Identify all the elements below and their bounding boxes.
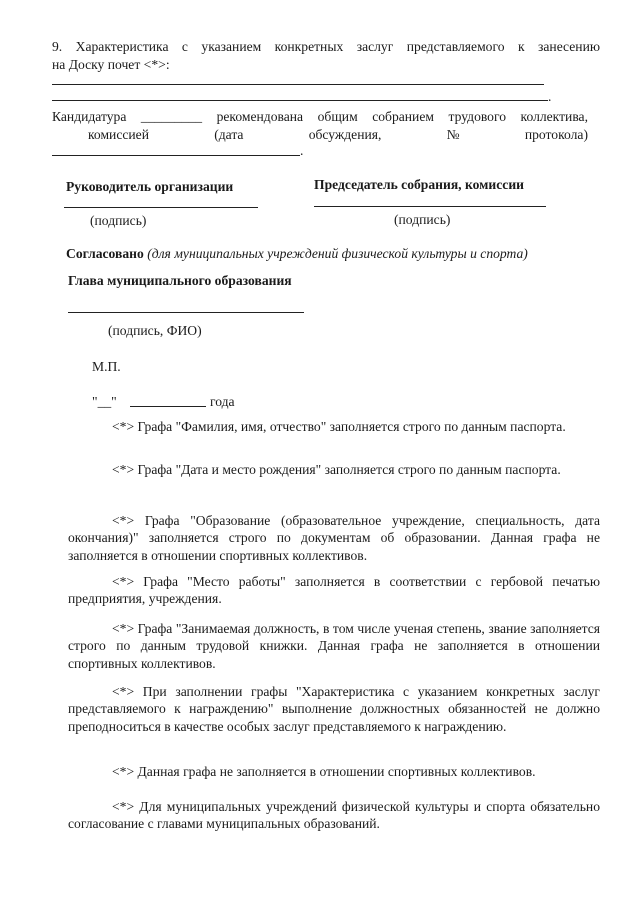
candidacy-commission: комиссией xyxy=(88,127,149,142)
footnote-sports-collectives: <*> Данная графа не заполняется в отношении спортивных коллективов. xyxy=(112,764,536,779)
date-line xyxy=(92,393,117,410)
date-quote-close: " xyxy=(111,394,117,409)
year-label: года xyxy=(210,394,235,409)
agreed-note: (для муниципальных учреждений физической культуры и спорта) xyxy=(147,246,528,261)
candidacy-line1: Кандидатура _________ рекомендована общим собранием трудового коллектива, xyxy=(52,109,588,124)
footnote-education: <*> Графа "Образование (образовательное учреждение, специальность, дата окончания)" заполняется строго по документам об образовании. Данная графа не заполняется в отношении спортивных коллективов. xyxy=(68,513,600,563)
agreed-label: Согласовано xyxy=(66,246,144,261)
municipal-head-caption: (подпись, ФИО) xyxy=(108,323,202,338)
chair-signature-line[interactable] xyxy=(314,206,546,207)
head-signature-line[interactable] xyxy=(64,207,258,208)
municipal-head-title: Глава муниципального образования xyxy=(68,273,292,288)
footnote-municipal-agreement: <*> Для муниципальных учреждений физической культуры и спорта обязательно согласование с главами муниципальных образований. xyxy=(68,799,600,832)
agreed-line xyxy=(66,245,528,262)
characteristic-blank-line-1[interactable] xyxy=(52,84,544,85)
day-blank: __ xyxy=(97,394,112,409)
candidacy-number-sign: № xyxy=(446,127,460,142)
municipal-head-signature-line[interactable] xyxy=(68,312,304,313)
footnote-workplace: <*> Графа "Место работы" заполняется в соответствии с гербовой печатью предприятия, учреждения. xyxy=(68,574,600,607)
protocol-blank-line[interactable] xyxy=(52,155,300,156)
footnote-position: <*> Графа "Занимаемая должность, в том числе ученая степень, звание заполняется строго по данным трудовой книжки. Данная графа не заполняется в отношении спортивных коллективов. xyxy=(68,621,600,671)
head-of-organization-title: Руководитель организации xyxy=(66,179,234,194)
section9-heading-line1: 9. Характеристика с указанием конкретных заслуг представляемого к занесению xyxy=(52,39,600,54)
characteristic-blank-line-2[interactable] xyxy=(52,100,548,101)
candidacy-protocol: протокола) xyxy=(524,127,588,142)
candidacy-discussion: обсуждения, xyxy=(308,127,382,142)
chair-signature-caption: (подпись) xyxy=(394,212,451,227)
section9-heading-line2: на Доску почет <*>: xyxy=(52,57,170,72)
head-signature-caption: (подпись) xyxy=(90,213,147,228)
characteristic-end-period: . xyxy=(548,89,552,104)
footnote-full-name: <*> Графа "Фамилия, имя, отчество" заполняется строго по данным паспорта. xyxy=(112,419,566,434)
footnote-birth: <*> Графа "Дата и место рождения" заполняется строго по данным паспорта. xyxy=(112,462,561,477)
date-quote-open: " xyxy=(92,394,98,409)
footnote-characteristic: <*> При заполнении графы "Характеристика с указанием конкретных заслуг представляемого к награждению" выполнение должностных обязанностей не должно преподноситься в качестве особых заслуг представляемого к награждению. xyxy=(68,684,600,734)
candidacy-date: (дата xyxy=(214,127,244,142)
stamp-place: М.П. xyxy=(92,359,121,374)
month-blank-line[interactable] xyxy=(130,406,206,407)
protocol-end-period: . xyxy=(300,143,304,158)
candidacy-line2 xyxy=(88,126,588,143)
chair-title: Председатель собрания, комиссии xyxy=(314,177,524,192)
